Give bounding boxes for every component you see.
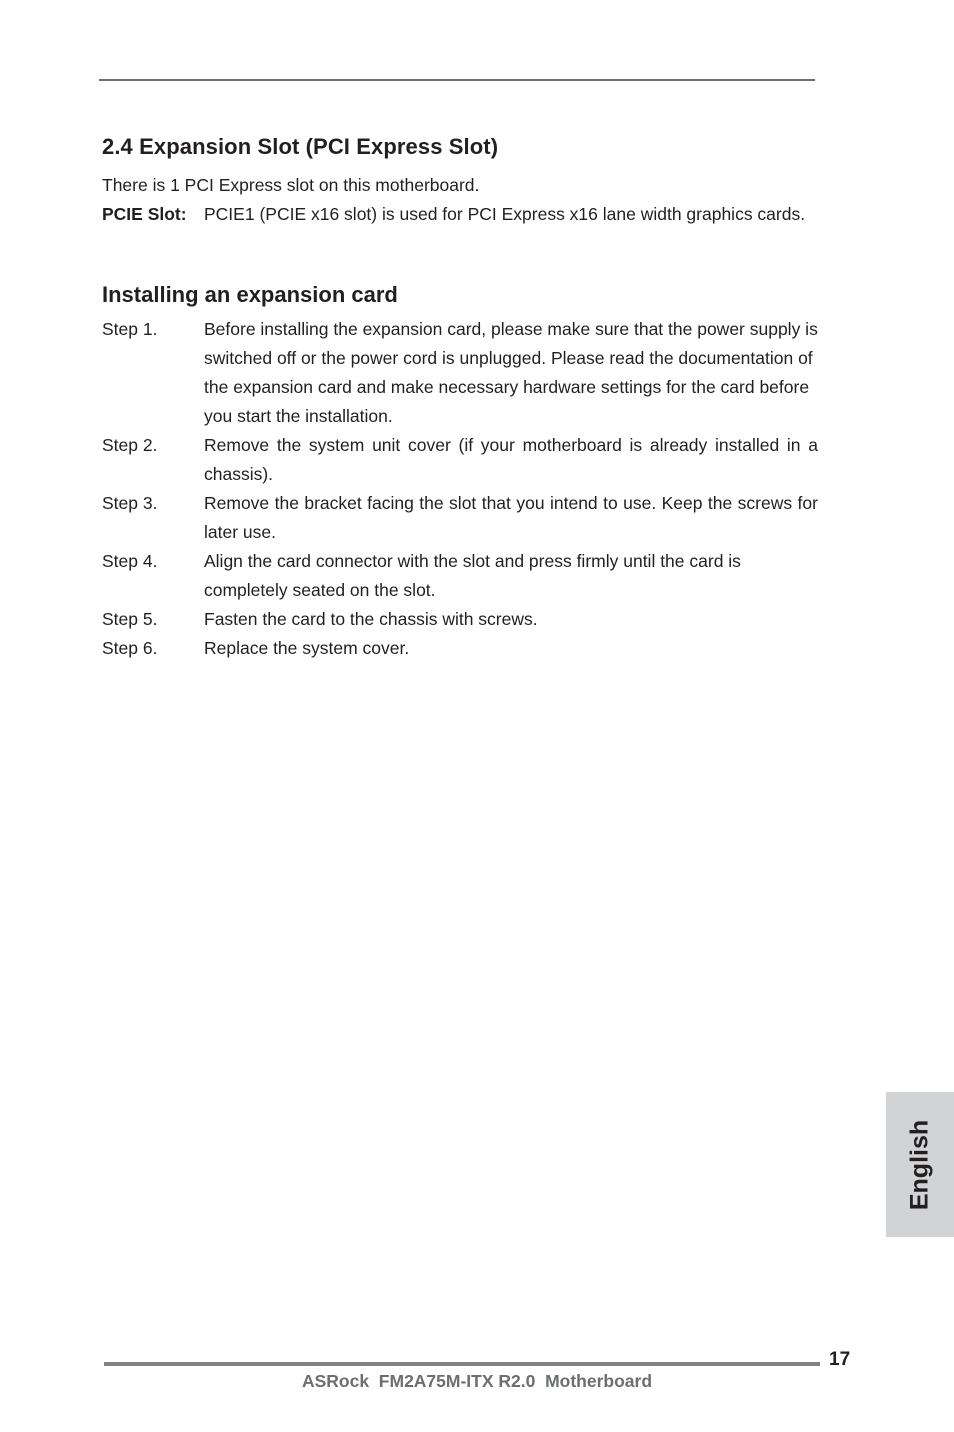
installation-steps xyxy=(102,315,818,663)
step-number: Step 2. xyxy=(102,435,158,455)
step-item xyxy=(102,315,818,431)
step-number: Step 5. xyxy=(102,609,158,629)
step-text: Remove the system unit cover (if your motherboard is already installed in a chassis). xyxy=(204,435,818,484)
installing-title: Installing an expansion card xyxy=(102,282,398,307)
section-title: 2.4 Expansion Slot (PCI Express Slot) xyxy=(102,134,499,159)
step-item xyxy=(102,605,818,634)
footer-product-name: ASRock FM2A75M-ITX R2.0 Motherboard xyxy=(301,1371,653,1391)
pcie-slot-description: PCIE1 (PCIE x16 slot) is used for PCI Express x16 lane width graphics cards. xyxy=(204,204,806,224)
step-item xyxy=(102,489,818,547)
footer-rule xyxy=(104,1362,820,1366)
step-number: Step 6. xyxy=(102,638,158,658)
step-number: Step 4. xyxy=(102,551,158,571)
language-tab xyxy=(886,1092,954,1237)
step-text: Replace the system cover. xyxy=(204,638,410,658)
page-number: 17 xyxy=(829,1349,851,1370)
step-item xyxy=(102,431,818,489)
step-item xyxy=(102,547,818,605)
step-text: Align the card connector with the slot and press firmly until the card is completely seated on the slot. xyxy=(204,551,741,600)
step-text: Before installing the expansion card, please make sure that the power supply is switched off or the power cord is unplugged. Please read the documentation of the expansion card and make necessary hardware settings for the card before you start the installation. xyxy=(204,319,818,426)
pcie-slot-label: PCIE Slot: xyxy=(102,204,187,224)
step-item xyxy=(102,634,818,663)
header-rule xyxy=(99,79,815,81)
step-number: Step 1. xyxy=(102,319,158,339)
section-intro: There is 1 PCI Express slot on this motherboard. xyxy=(102,175,480,195)
step-text: Fasten the card to the chassis with screws. xyxy=(204,609,538,629)
step-number: Step 3. xyxy=(102,493,158,513)
step-text: Remove the bracket facing the slot that you intend to use. Keep the screws for later use. xyxy=(204,493,818,542)
language-tab-label: English xyxy=(905,1119,934,1210)
